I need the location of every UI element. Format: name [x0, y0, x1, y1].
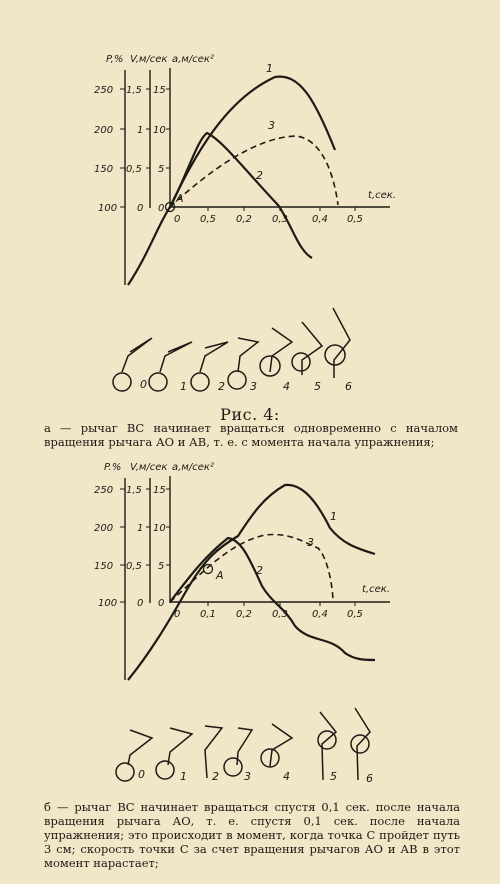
a-tick: 15 [153, 85, 166, 96]
v-tick: 1 [137, 125, 144, 136]
a-tick: 10 [153, 523, 166, 534]
t-tick: 0,5 [347, 214, 363, 225]
figure-number: 5 [314, 380, 321, 393]
a-tick: 10 [153, 125, 166, 136]
curve-1-power [128, 485, 375, 680]
figure-number: 0 [140, 378, 147, 391]
point-a-marker [204, 565, 213, 574]
caption-b-text: б — рычаг ВС начинает вращаться спустя 0,1 сек. после начала вращения рычага АО, т. е. спустя 0,1 сек. после начала упражнения; это происходит в момент, когда точка С пройдет путь 3 см; скорость точки С за счет вращения рычагов АО и АВ в этот момент нарастает; [44, 800, 460, 870]
figure-number: 6 [345, 380, 352, 393]
v-tick: 0 [137, 598, 144, 609]
figure-4a-graph [0, 40, 500, 300]
v-axis-label: V,м/сек [130, 54, 168, 65]
v-axis-label: V,м/сек [130, 462, 168, 473]
figure-number: 4 [283, 770, 290, 783]
p-axis-label: P.% [104, 462, 122, 473]
figure-number: 3 [244, 770, 251, 783]
curve-label: 2 [256, 564, 263, 577]
v-tick: 1,5 [126, 485, 142, 496]
t-tick: 0 [174, 214, 181, 225]
t-tick: 0,2 [236, 609, 252, 620]
point-a-label: A [176, 192, 184, 205]
figure-number: 4 [283, 380, 290, 393]
t-tick: 0,5 [200, 214, 216, 225]
p-axis-label: P,% [106, 54, 124, 65]
curve-label: 2 [256, 169, 263, 182]
t-tick: 0 [174, 609, 181, 620]
t-tick: 0,3 [272, 609, 288, 620]
t-tick: 0,3 [272, 214, 288, 225]
a-tick: 5 [158, 164, 165, 175]
figure-number: 3 [250, 380, 257, 393]
figure-number: 2 [218, 380, 225, 393]
point-a-label: A [216, 569, 224, 582]
a-axis-label: a,м/сек² [172, 462, 214, 473]
figure-number: 2 [212, 770, 219, 783]
t-tick: 0,2 [236, 214, 252, 225]
caption-a-text: a — рычаг ВС начинает вращаться одновременно с началом вращения рычага АО и АВ, т. е. с момента начала упражнения; [44, 421, 458, 449]
figure-number: 6 [366, 772, 373, 785]
figure-number: 0 [138, 768, 145, 781]
curve-2-acceleration [170, 538, 375, 660]
t-tick: 0,1 [200, 609, 216, 620]
t-axis-label: t,сек. [362, 584, 390, 595]
curve-2-acceleration [170, 133, 312, 258]
v-tick: 0,5 [126, 164, 142, 175]
p-tick: 150 [94, 561, 114, 572]
p-tick: 100 [98, 598, 118, 609]
figure-4b-graph [0, 448, 500, 688]
p-tick: 250 [94, 85, 114, 96]
t-tick: 0,5 [347, 609, 363, 620]
p-tick: 200 [94, 125, 114, 136]
curve-label: 1 [266, 62, 273, 75]
a-tick: 0 [158, 598, 165, 609]
curve-3-velocity [170, 136, 338, 207]
a-tick: 5 [158, 561, 165, 572]
v-tick: 0 [137, 203, 144, 214]
figure-4a-positions [0, 300, 500, 400]
t-axis-label: t,сек. [368, 190, 396, 201]
v-tick: 1,5 [126, 85, 142, 96]
figure-number: 5 [330, 770, 337, 783]
v-tick: 1 [137, 523, 144, 534]
figure-number: 1 [180, 380, 187, 393]
t-tick: 0,4 [312, 609, 328, 620]
curve-label: 3 [268, 119, 275, 132]
v-tick: 0,5 [126, 561, 142, 572]
a-axis-label: a,м/сек² [172, 54, 214, 65]
a-tick: 15 [153, 485, 166, 496]
t-tick: 0,4 [312, 214, 328, 225]
figure-4b-positions [0, 700, 500, 795]
figure-number: 1 [180, 770, 187, 783]
figure-caption-title: Рис. 4: [220, 405, 280, 424]
p-tick: 100 [98, 203, 118, 214]
p-tick: 250 [94, 485, 114, 496]
a-tick: 0 [158, 203, 165, 214]
p-tick: 150 [94, 164, 114, 175]
curve-label: 3 [307, 536, 314, 549]
p-tick: 200 [94, 523, 114, 534]
curve-label: 1 [330, 510, 337, 523]
curve-1-power [128, 77, 335, 285]
